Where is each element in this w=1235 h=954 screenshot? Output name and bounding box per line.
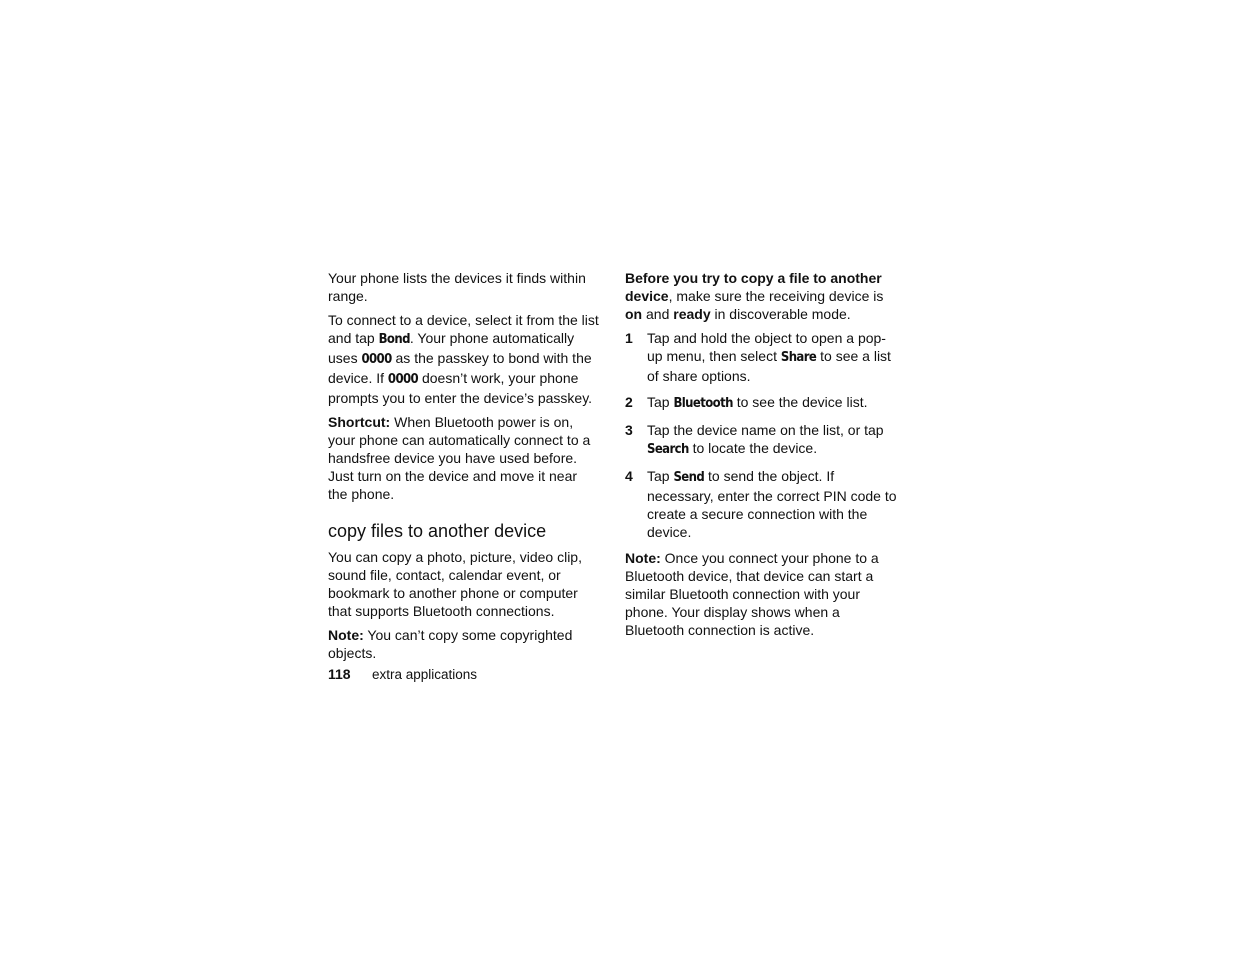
shortcut-text: When Bluetooth power is on, your phone can automatically connect to a handsfree device you have used before. Just turn on the device and move it near the phone. — [328, 414, 591, 502]
precondition-bold: Before you try to copy a file to another device — [625, 270, 882, 304]
send-command: Send — [673, 470, 705, 485]
search-command: Search — [647, 442, 689, 457]
page-number: 118 — [328, 666, 351, 682]
connect-text-1: To connect to a device, select it from the list and tap — [328, 312, 599, 346]
connect-text-3: as the passkey to bond with the device. If — [328, 350, 592, 386]
step-text-part: Tap the device name on the list, or tap — [647, 422, 884, 438]
step-text-part: to locate the device. — [688, 440, 818, 456]
step-item — [625, 329, 897, 385]
step-number: 3 — [625, 422, 633, 438]
step-text — [647, 467, 897, 541]
note-label: Note: — [625, 550, 661, 566]
step-item — [625, 421, 897, 459]
section-name: extra applications — [372, 667, 478, 682]
note-label: Note: — [328, 627, 364, 643]
on-keyword: on — [625, 306, 643, 322]
step-item — [625, 467, 897, 541]
shortcut-label: Shortcut: — [328, 414, 391, 430]
right-column — [625, 269, 897, 645]
passkey-code: 0000 — [361, 352, 392, 367]
step-text-part: Tap — [647, 394, 674, 410]
precondition-text-1: , make sure the receiving device is — [668, 288, 884, 304]
section-heading: copy files to another device — [328, 521, 547, 541]
shortcut-paragraph — [328, 413, 600, 503]
step-text-part: to see a list of share options. — [647, 348, 891, 384]
note-text: You can’t copy some copyrighted objects. — [328, 627, 573, 661]
copyright-note — [328, 626, 600, 662]
step-item — [625, 393, 897, 413]
connect-paragraph — [328, 311, 600, 407]
step-number: 2 — [625, 394, 633, 410]
share-command: Share — [780, 350, 817, 365]
connect-text-4: doesn’t work, your phone prompts you to enter the device’s passkey. — [328, 370, 593, 406]
precondition-text-3: in discoverable mode. — [710, 306, 851, 322]
bond-command: Bond — [378, 332, 410, 347]
step-text — [647, 329, 897, 385]
passkey-code-repeat: 0000 — [387, 372, 419, 387]
device-list-paragraph: Your phone lists the devices it finds within range. — [328, 270, 586, 304]
precondition-text-2: and — [642, 306, 674, 322]
step-text-part: to see the device list. — [732, 394, 868, 410]
ready-keyword: ready — [673, 306, 711, 322]
copy-intro-paragraph: You can copy a photo, picture, video clip, sound file, contact, calendar event, or bookmark to another phone or computer that supports Bluetooth connections. — [328, 549, 582, 619]
step-text-part: Tap and hold the object to open a pop-up menu, then select — [647, 330, 886, 364]
step-text — [647, 393, 897, 413]
step-text-part: Tap — [647, 468, 674, 484]
connection-note — [625, 549, 897, 639]
page-footer — [328, 665, 477, 684]
bluetooth-command: Bluetooth — [673, 396, 733, 411]
step-text — [647, 421, 897, 459]
step-number: 1 — [625, 330, 633, 346]
precondition-paragraph — [625, 269, 897, 323]
left-column — [328, 269, 600, 668]
note-text: Once you connect your phone to a Bluetooth device, that device can start a similar Bluetooth connection with your phone. Your display shows when a Bluetooth connection is active. — [625, 550, 879, 638]
step-number: 4 — [625, 468, 633, 484]
step-text-part: to send the object. If necessary, enter the correct PIN code to create a secure connection with the device. — [647, 468, 897, 540]
connect-text-2: . Your phone automatically uses — [328, 330, 575, 366]
